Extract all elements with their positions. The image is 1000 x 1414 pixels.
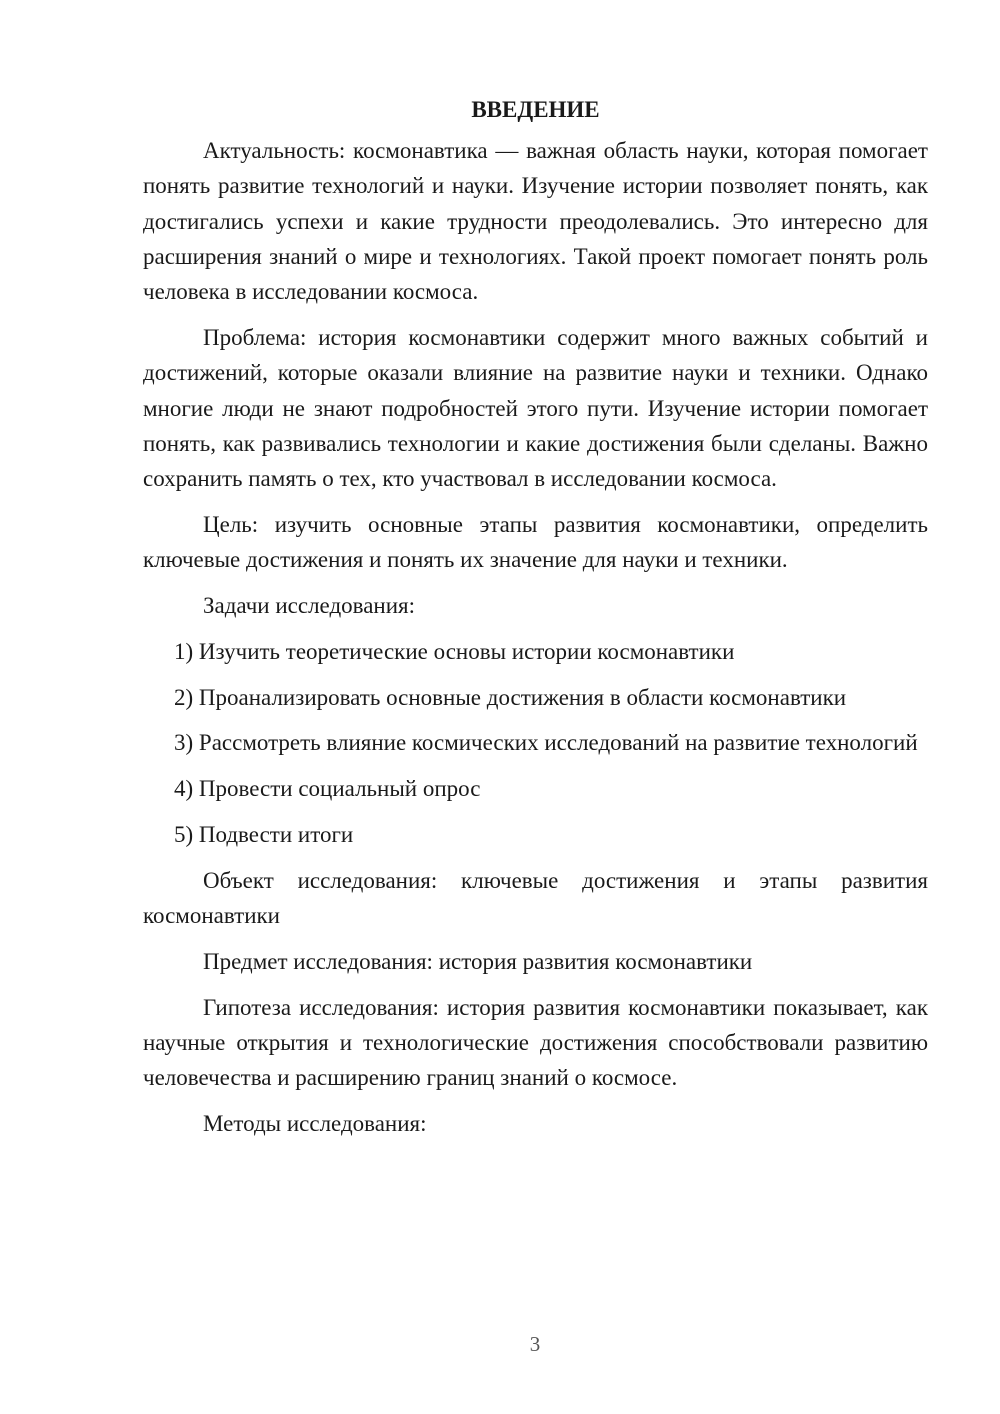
task-item: 2) Проанализировать основные достижения в области космонавтики bbox=[174, 684, 847, 710]
task-item: 5) Подвести итоги bbox=[174, 822, 354, 848]
page-number: 3 bbox=[529, 1332, 541, 1356]
problem-paragraph: Проблема: история космонавтики содержит много важных событий и достижений, которые оказали влияние на развитие науки и техники. Однако многие люди не знают подробностей этого пути. Изучение истории помогает понять, как развивались технологии и какие достижения были сделаны. Важно сохранить память о тех, кто участвовал в исследовании космоса. bbox=[143, 324, 928, 492]
section-heading: ВВЕДЕНИЕ bbox=[471, 97, 600, 122]
task-item: 1) Изучить теоретические основы истории космонавтики bbox=[174, 638, 735, 664]
task-item: 4) Провести социальный опрос bbox=[174, 776, 481, 802]
methods-title: Методы исследования: bbox=[203, 1111, 427, 1137]
goal-paragraph: Цель: изучить основные этапы развития космонавтики, определить ключевые достижения и понять их значение для науки и техники. bbox=[143, 511, 928, 573]
tasks-title: Задачи исследования: bbox=[203, 593, 416, 619]
document-page bbox=[143, 92, 928, 1152]
relevance-paragraph: Актуальность: космонавтика — важная область науки, которая помогает понять развитие технологий и науки. Изучение истории позволяет понять, как достигались успехи и какие трудности преодолевались. Это интересно для расширения знаний о мире и технологиях. Такой проект помогает понять роль человека в исследовании космоса. bbox=[143, 138, 928, 305]
subject-paragraph: Предмет исследования: история развития космонавтики bbox=[203, 948, 753, 974]
hypothesis-paragraph: Гипотеза исследования: история развития космонавтики показывает, как научные открытия и технологические достижения способствовали развитию человечества и расширению границ знаний о космосе. bbox=[143, 994, 928, 1091]
task-item: 3) Рассмотреть влияние космических исследований на развитие технологий bbox=[174, 730, 918, 756]
object-paragraph: Объект исследования: ключевые достижения и этапы развития космонавтики bbox=[143, 867, 928, 929]
